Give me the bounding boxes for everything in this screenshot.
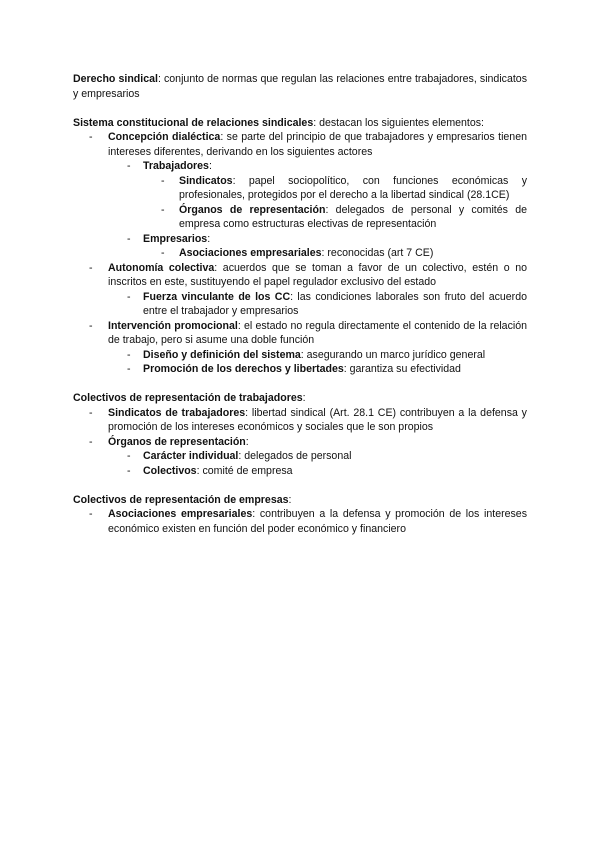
- sistema-heading: Sistema constitucional de relaciones sindicales: destacan los siguientes elementos:: [73, 116, 484, 129]
- list-item-organos: - Órganos de representación: delegados de personal y comités de empresa como estructuras electivas de representación: [143, 203, 527, 232]
- list-item-empresarios: - Empresarios: - Asociaciones empresariales: reconocidas (art 7 CE): [108, 232, 527, 261]
- intro-text: : conjunto de normas que regulan las relaciones entre trabajadores, sindicatos y empresarios: [73, 73, 528, 100]
- list-item-individual: - Carácter individual: delegados de personal: [108, 449, 527, 464]
- col-emp-heading: Colectivos de representación de empresas:: [73, 493, 292, 506]
- intro-term: Derecho sindical: [73, 73, 158, 85]
- list-item-diseno: - Diseño y definición del sistema: asegurando un marco jurídico general: [108, 348, 527, 363]
- col-emp-list: [73, 507, 527, 536]
- col-trab-list: [73, 406, 527, 479]
- list-item-fuerza: - Fuerza vinculante de los CC: las condiciones laborales son fruto del acuerdo entre el trabajador y empresarios: [108, 290, 527, 319]
- list-item-asociaciones: - Asociaciones empresariales: reconocidas (art 7 CE): [143, 246, 527, 261]
- list-item-intervencion: - Intervención promocional: el estado no regula directamente el contenido de la relación de trabajo, pero si asume una doble función - Diseño y definición del sistema: asegurando un marco jurídico general - Promoción de los derechos y libertades: garantiza su efectividad: [73, 319, 527, 377]
- list-item-trabajadores: - Trabajadores: - Sindicatos: papel sociopolítico, con funciones económicas y profesionales, protegidos por el derecho a la libertad sindical (28.1CE) - Órganos de representación: delegados de personal y comités de empresa como estructuras electivas de representación: [108, 159, 527, 232]
- col-trab-heading: Colectivos de representación de trabajadores:: [73, 392, 306, 404]
- list-item-sindicatos-trab: - Sindicatos de trabajadores: libertad sindical (Art. 28.1 CE) contribuyen a la defensa y promoción de los intereses económicos y sociales que le son propios: [73, 406, 527, 435]
- document-page: [73, 72, 527, 536]
- list-item-colectivos: - Colectivos: comité de empresa: [108, 464, 527, 479]
- list-item-organos-rep: - Órganos de representación: - Carácter individual: delegados de personal - Colectivos: comité de empresa: [73, 435, 527, 479]
- intro-paragraph: [73, 72, 527, 101]
- list-item-asociaciones-emp: - Asociaciones empresariales: contribuyen a la defensa y promoción de los intereses económico existen en función del poder económico y financiero: [73, 507, 527, 536]
- list-item-concepcion: - Concepción dialéctica: se parte del principio de que trabajadores y empresarios tienen intereses diferentes, derivando en los siguientes actores - Trabajadores: - Sindicatos: papel sociopolítico, con funciones económicas y profesionales, protegidos por el derecho a la libertad sindical (28.1CE) - Órganos de representación: delegados de personal y comités de empresa como estructuras electivas de representación - Empresarios: - Asociaciones empresariales: reconocidas (art 7 CE): [73, 130, 527, 261]
- list-item-sindicatos: - Sindicatos: papel sociopolítico, con funciones económicas y profesionales, protegidos por el derecho a la libertad sindical (28.1CE): [143, 174, 527, 203]
- list-item-promocion: - Promoción de los derechos y libertades: garantiza su efectividad: [108, 362, 527, 377]
- list-item-autonomia: - Autonomía colectiva: acuerdos que se toman a favor de un colectivo, estén o no inscritos en este, sustituyendo el papel regulador exclusivo del estado - Fuerza vinculante de los CC: las condiciones laborales son fruto del acuerdo entre el trabajador y empresarios: [73, 261, 527, 319]
- sistema-list: [73, 130, 527, 377]
